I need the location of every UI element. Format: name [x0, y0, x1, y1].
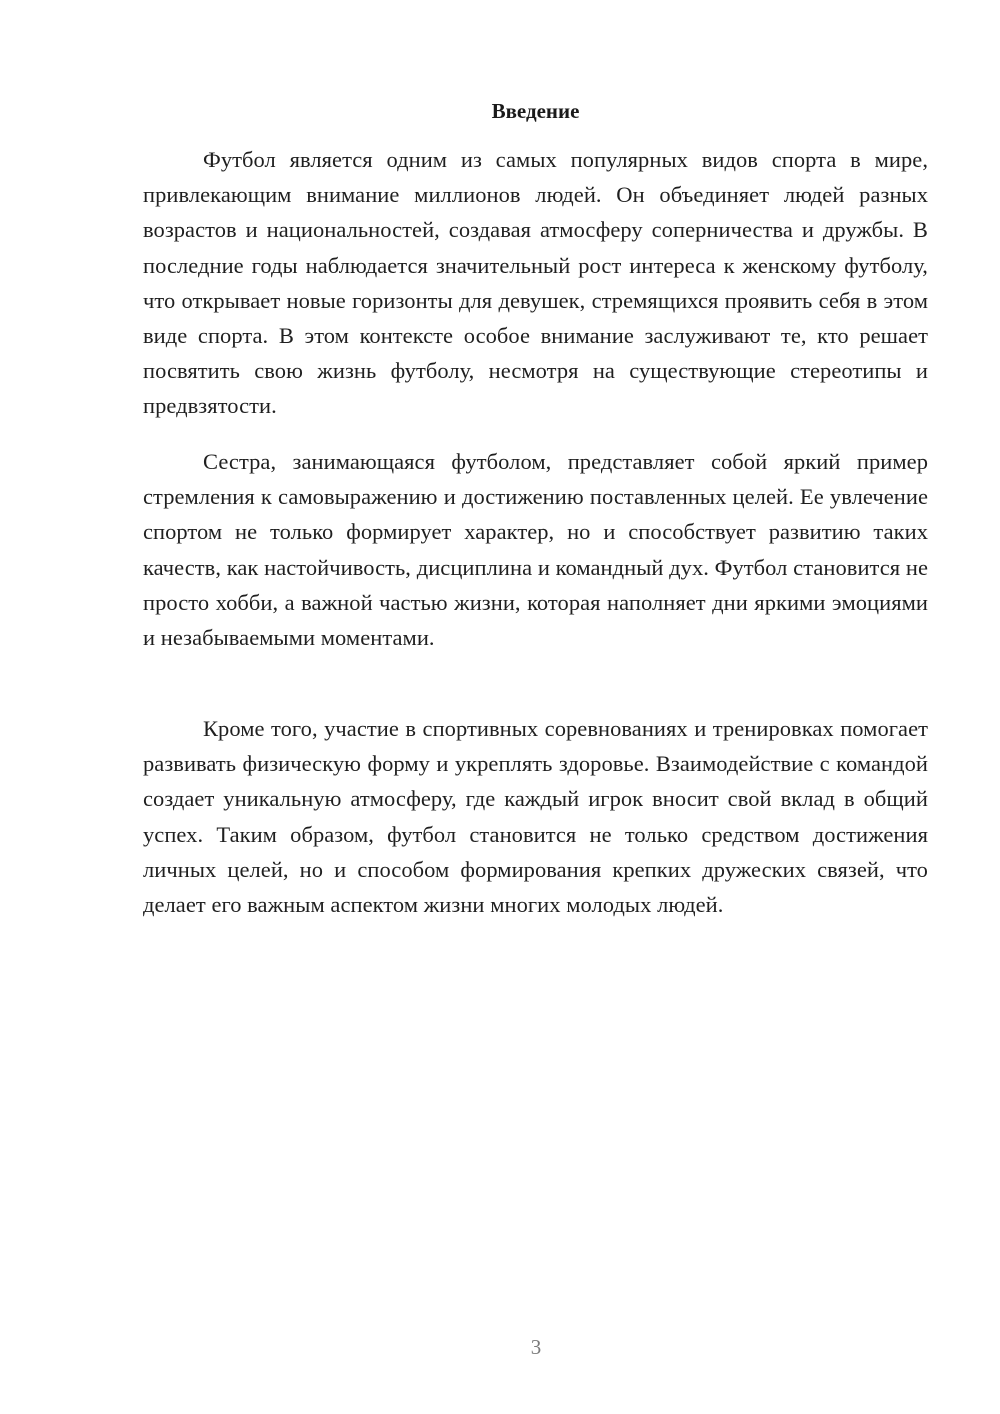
- page-number: 3: [530, 1335, 542, 1359]
- paragraph-2: Сестра, занимающаяся футболом, представляет собой яркий пример стремления к самовыражению и достижению поставленных целей. Ее увлечение спортом не только формирует характер, но и способствует развитию таких качеств, как настойчивость, дисциплина и командный дух. Футбол становится не просто хобби, а важной частью жизни, которая наполняет дни яркими эмоциями и незабываемыми моментами.: [143, 449, 928, 651]
- paragraph-1: Футбол является одним из самых популярных видов спорта в мире, привлекающим внимание миллионов людей. Он объединяет людей разных возрастов и национальностей, создавая атмосферу соперничества и дружбы. В последние годы наблюдается значительный рост интереса к женскому футболу, что открывает новые горизонты для девушек, стремящихся проявить себя в этом виде спорта. В этом контексте особое внимание заслуживают те, кто решает посвятить свою жизнь футболу, несмотря на существующие стереотипы и предвзятости.: [143, 147, 928, 419]
- section-heading: Введение: [491, 99, 580, 123]
- paragraph-3: Кроме того, участие в спортивных соревнованиях и тренировках помогает развивать физическую форму и укреплять здоровье. Взаимодействие с командой создает уникальную атмосферу, где каждый игрок вносит свой вклад в общий успех. Таким образом, футбол становится не только средством достижения личных целей, но и способом формирования крепких дружеских связей, что делает его важным аспектом жизни многих молодых людей.: [143, 716, 928, 918]
